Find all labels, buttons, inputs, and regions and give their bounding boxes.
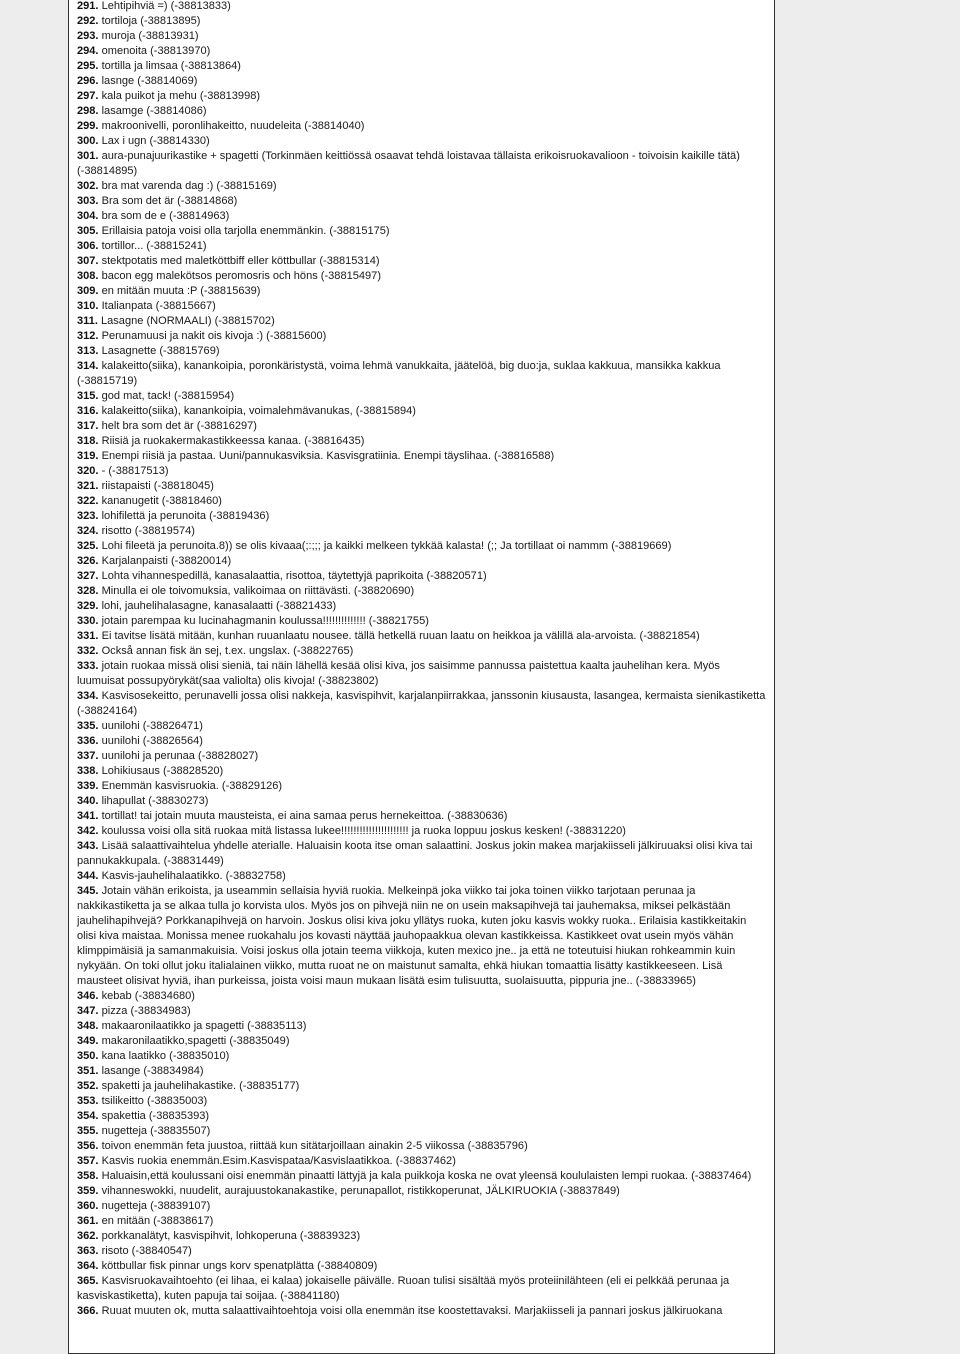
entry-text: Perunamuusi ja nakit ois kivoja :) (-38815600) — [101, 330, 327, 342]
list-item — [77, 1019, 768, 1034]
entry-text: kananugetit (-38818460) — [101, 495, 222, 507]
entry-text: omenoita (-38813970) — [101, 45, 211, 57]
entry-text: en mitään muuta :P (-38815639) — [101, 285, 261, 297]
list-item — [77, 209, 768, 224]
entry-text: risoto (-38840547) — [101, 1245, 192, 1257]
entry-text: Också annan fisk än sej, t.ex. ungslax. (-38822765) — [101, 645, 354, 657]
list-item — [77, 524, 768, 539]
entry-text: vihanneswokki, nuudelit, aurajuustokanakastike, perunapallot, ristikkoperunat, JÄLKIRUOKIA (-38837849) — [101, 1185, 620, 1197]
list-item — [77, 1139, 768, 1154]
list-item — [77, 1214, 768, 1229]
entry-number: 320. — [77, 465, 99, 477]
list-item — [77, 614, 768, 629]
list-item — [77, 329, 768, 344]
list-item — [77, 1034, 768, 1049]
entry-text: makaronilaatikko,spagetti (-38835049) — [101, 1035, 290, 1047]
entry-number: 328. — [77, 585, 99, 597]
list-item — [77, 1199, 768, 1214]
list-item — [77, 839, 768, 869]
entry-text: Italianpata (-38815667) — [101, 300, 216, 312]
entry-number: 304. — [77, 210, 99, 222]
entry-number: 296. — [77, 75, 99, 87]
entry-text: kalakeitto(siika), kanankoipia, voimalehmävanukas, (-38815894) — [101, 405, 416, 417]
entry-text: - (-38817513) — [101, 465, 169, 477]
entry-number: 349. — [77, 1035, 99, 1047]
entry-number: 301. — [77, 150, 99, 162]
entry-number: 357. — [77, 1155, 99, 1167]
entry-number: 302. — [77, 180, 99, 192]
list-item — [77, 539, 768, 554]
list-item — [77, 809, 768, 824]
entry-text: Karjalanpaisti (-38820014) — [101, 555, 232, 567]
list-item — [77, 449, 768, 464]
list-item — [77, 299, 768, 314]
entry-text: bra som de e (-38814963) — [101, 210, 230, 222]
list-item — [77, 479, 768, 494]
entry-text: Erillaisia patoja voisi olla tarjolla enemmänkin. (-38815175) — [101, 225, 390, 237]
list-item — [77, 464, 768, 479]
entry-text: Lasagnette (-38815769) — [101, 345, 220, 357]
entry-text: uunilohi ja perunaa (-38828027) — [101, 750, 259, 762]
entry-number: 347. — [77, 1005, 99, 1017]
entry-text: Kasvisosekeitto, perunavelli jossa olisi nakkeja, kasvispihvit, karjalanpiirrakkaa, janssonin kiusausta, lasangea, kermaista sienikastiketta (-38824164) — [77, 690, 766, 717]
entry-text: Lohikiusaus (-38828520) — [101, 765, 224, 777]
list-item — [77, 884, 768, 989]
entry-number: 334. — [77, 690, 99, 702]
entry-text: stektpotatis med maletköttbiff eller köttbullar (-38815314) — [101, 255, 380, 267]
entry-text: lasamge (-38814086) — [101, 105, 207, 117]
entry-number: 329. — [77, 600, 99, 612]
entry-number: 312. — [77, 330, 99, 342]
entry-number: 315. — [77, 390, 99, 402]
entry-text: tortillor... (-38815241) — [101, 240, 207, 252]
list-item — [77, 1004, 768, 1019]
list-item — [77, 644, 768, 659]
entry-number: 291. — [77, 0, 99, 12]
document-page — [68, 0, 775, 1354]
entry-number: 340. — [77, 795, 99, 807]
entry-number: 336. — [77, 735, 99, 747]
entry-number: 310. — [77, 300, 99, 312]
entry-text: lohifilettä ja perunoita (-38819436) — [101, 510, 270, 522]
entry-number: 341. — [77, 810, 99, 822]
list-item — [77, 434, 768, 449]
entry-number: 326. — [77, 555, 99, 567]
entry-number: 331. — [77, 630, 99, 642]
list-item — [77, 134, 768, 149]
entry-number: 333. — [77, 660, 99, 672]
entry-number: 299. — [77, 120, 99, 132]
list-item — [77, 224, 768, 239]
entry-number: 305. — [77, 225, 99, 237]
list-item — [77, 869, 768, 884]
entry-text: Lax i ugn (-38814330) — [101, 135, 210, 147]
entry-text: Enemmän kasvisruokia. (-38829126) — [101, 780, 283, 792]
list-item — [77, 689, 768, 719]
entry-text: Bra som det är (-38814868) — [101, 195, 238, 207]
entry-text: en mitään (-38838617) — [101, 1215, 214, 1227]
list-item — [77, 1154, 768, 1169]
entry-number: 366. — [77, 1305, 99, 1317]
entry-text: porkkanalätyt, kasvispihvit, lohkoperuna (-38839323) — [101, 1230, 361, 1242]
list-item — [77, 719, 768, 734]
list-item — [77, 1079, 768, 1094]
list-item — [77, 659, 768, 689]
list-item — [77, 179, 768, 194]
entry-text: Lohi fileetä ja perunoita.8)) se olis kivaaa(;:;;; ja kaikki melkeen tykkää kalasta! (;; Ja tortillaat oi nammm (-38819669) — [101, 540, 672, 552]
list-item — [77, 404, 768, 419]
entry-text: nugetteja (-38835507) — [101, 1125, 211, 1137]
list-item — [77, 989, 768, 1004]
entry-number: 313. — [77, 345, 99, 357]
entry-number: 353. — [77, 1095, 99, 1107]
entry-text: Jotain vähän erikoista, ja useammin sellaisia hyviä ruokia. Melkeinpä joka viikko tai joka toinen viikko tarjotaan perunaa ja nakkikastiketta ja se alkaa tulla jo korvista ulos. Myös jos on pihvejä niin ne on usein maksapihvejä tai jauhemaksa, miksei pelkästään jauhelihapihvejä? Porkkanapihvejä on harvoin. Joskus olisi kiva joku yllätys ruoka, kuten joku kasvis wokky ruoka.. Erilaisia kastikkeitakin olisi kiva maistaa. Monissa menee ruokahalu jos kovasti näyttää jauhopaakkua olevan kastikkeissa. Kastikkeet ovat usein myös vähän klimppimäisiä ja samanmakuisia. Voisi joskus olla jotain teema viikkoja, kuten mexico jne.. ja että ne toteutuisi hiukan rohkeammin kuin nykyään. On toki ollut joku italialainen viikko, mutta ruoat ne on maistunut samalta, ehkä hiukan tomaattia lisätty kastikkeeseen. Lisä mausteet olisivat hyviä, ihan purkeissa, joista voisi maun mukaan lisätä esim tulisuutta, suolaisuutta, pippuria jne.. (-38833965) — [77, 885, 747, 987]
list-item — [77, 14, 768, 29]
entry-text: Lasagne (NORMAALI) (-38815702) — [100, 315, 275, 327]
entry-text: lasange (-38834984) — [101, 1065, 204, 1077]
entry-number: 351. — [77, 1065, 99, 1077]
entry-text: lohi, jauhelihalasagne, kanasalaatti (-38821433) — [101, 600, 337, 612]
entry-number: 327. — [77, 570, 99, 582]
entry-number: 316. — [77, 405, 99, 417]
entry-number: 356. — [77, 1140, 99, 1152]
entry-text: spakettia (-38835393) — [101, 1110, 210, 1122]
entry-number: 319. — [77, 450, 99, 462]
list-item — [77, 29, 768, 44]
entry-text: Ruuat muuten ok, mutta salaattivaihtoehtoja voisi olla enemmän itse koostettavaksi. Marjakiisseli ja pannari joskus jälkiruokana — [101, 1305, 723, 1317]
list-item — [77, 1064, 768, 1079]
entry-number: 307. — [77, 255, 99, 267]
list-item — [77, 104, 768, 119]
entry-text: risotto (-38819574) — [101, 525, 195, 537]
entry-number: 309. — [77, 285, 99, 297]
list-item — [77, 254, 768, 269]
entry-text: uunilohi (-38826471) — [101, 720, 203, 732]
entry-text: tortiloja (-38813895) — [101, 15, 201, 27]
entry-number: 364. — [77, 1260, 99, 1272]
entry-number: 335. — [77, 720, 99, 732]
entry-number: 297. — [77, 90, 99, 102]
entry-text: spaketti ja jauhelihakastike. (-38835177) — [101, 1080, 300, 1092]
entry-number: 346. — [77, 990, 99, 1002]
entry-text: jotain parempaa ku lucinahagmanin koulussa!!!!!!!!!!!!!! (-38821755) — [101, 615, 429, 627]
list-item — [77, 1109, 768, 1124]
entry-number: 292. — [77, 15, 99, 27]
entry-number: 359. — [77, 1185, 99, 1197]
list-item — [77, 1229, 768, 1244]
entry-text: Kasvis-jauhelihalaatikko. (-38832758) — [101, 870, 286, 882]
list-item — [77, 794, 768, 809]
list-item — [77, 284, 768, 299]
entry-text: kala puikot ja mehu (-38813998) — [101, 90, 261, 102]
entry-text: lasnge (-38814069) — [101, 75, 198, 87]
entry-text: Lisää salaattivaihtelua yhdelle aterialle. Haluaisin koota itse oman salaattini. Joskus jokin makea marjakiisseli jälkiruuaksi olisi kiva tai pannukakkupala. (-38831449) — [77, 840, 753, 867]
entry-text: tortillat! tai jotain muuta mausteista, ei aina samaa perus hernekeittoa. (-38830636) — [101, 810, 508, 822]
list-item — [77, 1184, 768, 1199]
entry-text: makaaronilaatikko ja spagetti (-38835113) — [101, 1020, 307, 1032]
entry-text: nugetteja (-38839107) — [101, 1200, 211, 1212]
list-item — [77, 569, 768, 584]
entry-number: 322. — [77, 495, 99, 507]
list-item — [77, 1244, 768, 1259]
list-item — [77, 1304, 768, 1319]
list-item — [77, 359, 768, 389]
list-item — [77, 344, 768, 359]
list-item — [77, 749, 768, 764]
list-item — [77, 74, 768, 89]
entry-text: bacon egg malekötsos peromosris och höns (-38815497) — [101, 270, 381, 282]
entry-number: 300. — [77, 135, 99, 147]
entry-number: 352. — [77, 1080, 99, 1092]
entry-number: 293. — [77, 30, 99, 42]
list-item — [77, 1094, 768, 1109]
list-item — [77, 1274, 768, 1304]
entry-text: Kasvis ruokia enemmän.Esim.Kasvispataa/Kasvislaatikkoa. (-38837462) — [101, 1155, 456, 1167]
entry-text: lihapullat (-38830273) — [101, 795, 209, 807]
entry-number: 348. — [77, 1020, 99, 1032]
list-item — [77, 239, 768, 254]
entry-text: aura-punajuurikastike + spagetti (Torkinmäen keittiössä osaavat tehdä loistavaa tällaista erikoisruokavalioon - toivoisin kaikille tätä) (-38814895) — [77, 150, 740, 177]
entry-number: 311. — [77, 315, 98, 327]
list-item — [77, 734, 768, 749]
entry-number: 303. — [77, 195, 99, 207]
entry-number: 294. — [77, 45, 99, 57]
entry-number: 358. — [77, 1170, 99, 1182]
entry-number: 317. — [77, 420, 99, 432]
entry-text: makroonivelli, poronlihakeitto, nuudeleita (-38814040) — [101, 120, 365, 132]
entry-number: 343. — [77, 840, 99, 852]
list-item — [77, 584, 768, 599]
entry-number: 355. — [77, 1125, 99, 1137]
entry-text: kana laatikko (-38835010) — [101, 1050, 230, 1062]
entry-number: 365. — [77, 1275, 99, 1287]
entry-text: tsilikeitto (-38835003) — [101, 1095, 208, 1107]
list-item — [77, 59, 768, 74]
entry-number: 345. — [77, 885, 99, 897]
list-item — [77, 764, 768, 779]
entry-number: 363. — [77, 1245, 99, 1257]
entry-number: 342. — [77, 825, 99, 837]
entry-number: 324. — [77, 525, 99, 537]
list-item — [77, 269, 768, 284]
entry-text: Ei tavitse lisätä mitään, kunhan ruuanlaatu nousee. tällä hetkellä ruuan laatu on heikkoa ja välillä ala-arvoista. (-38821854) — [101, 630, 700, 642]
list-item — [77, 389, 768, 404]
list-item — [77, 314, 768, 329]
list-item — [77, 554, 768, 569]
entry-text: Haluaisin,että koulussani oisi enemmän pinaatti lättyjä ja kala puikkoja koska ne ovat yleensä koululaisten lempi ruokaa. (-38837464) — [101, 1170, 752, 1182]
response-list — [69, 0, 774, 1319]
list-item — [77, 629, 768, 644]
entry-number: 362. — [77, 1230, 99, 1242]
entry-text: riistapaisti (-38818045) — [101, 480, 214, 492]
entry-text: muroja (-38813931) — [101, 30, 199, 42]
entry-number: 360. — [77, 1200, 99, 1212]
entry-text: koulussa voisi olla sitä ruokaa mitä listassa lukee!!!!!!!!!!!!!!!!!!!!!! ja ruoka loppuu joskus kesken! (-38831220) — [101, 825, 626, 837]
entry-number: 361. — [77, 1215, 99, 1227]
list-item — [77, 1169, 768, 1184]
entry-number: 321. — [77, 480, 99, 492]
list-item — [77, 194, 768, 209]
entry-text: kebab (-38834680) — [101, 990, 195, 1002]
entry-text: toivon enemmän feta juustoa, riittää kun sitätarjoillaan ainakin 2-5 viikossa (-38835796) — [101, 1140, 528, 1152]
entry-number: 295. — [77, 60, 99, 72]
list-item — [77, 779, 768, 794]
entry-number: 332. — [77, 645, 99, 657]
entry-text: Lehtipihviä =) (-38813833) — [101, 0, 231, 12]
list-item — [77, 149, 768, 179]
list-item — [77, 89, 768, 104]
entry-text: Riisiä ja ruokakermakastikkeessa kanaa. (-38816435) — [101, 435, 365, 447]
entry-number: 325. — [77, 540, 99, 552]
list-item — [77, 44, 768, 59]
entry-text: Minulla ei ole toivomuksia, valikoimaa on riittävästi. (-38820690) — [101, 585, 415, 597]
entry-text: Enempi riisiä ja pastaa. Uuni/pannukasviksia. Kasvisgratiinia. Enempi täyslihaa. (-38816588) — [101, 450, 555, 462]
entry-number: 330. — [77, 615, 99, 627]
entry-number: 354. — [77, 1110, 99, 1122]
entry-text: tortilla ja limsaa (-38813864) — [101, 60, 241, 72]
entry-number: 338. — [77, 765, 99, 777]
entry-text: jotain ruokaa missä olisi sieniä, tai näin lähellä kesää olisi kiva, jos saisimme pannussa paistettua kaalta jauhelihan kera. Myös luumuisat possupyörykät(saa valiolta) olis kivoja! (-38823802) — [77, 660, 720, 687]
list-item — [77, 119, 768, 134]
list-item — [77, 1124, 768, 1139]
list-item — [77, 599, 768, 614]
list-item — [77, 509, 768, 524]
list-item — [77, 1049, 768, 1064]
entry-text: helt bra som det är (-38816297) — [101, 420, 257, 432]
entry-number: 306. — [77, 240, 99, 252]
entry-number: 337. — [77, 750, 99, 762]
entry-text: kalakeitto(siika), kanankoipia, poronkäristystä, voima lehmä vanukkaita, jäätelöä, big duo:ja, suklaa kakkuua, mansikka kakkua (-38815719) — [77, 360, 721, 387]
entry-number: 339. — [77, 780, 99, 792]
list-item — [77, 1259, 768, 1274]
entry-number: 308. — [77, 270, 99, 282]
entry-text: god mat, tack! (-38815954) — [101, 390, 235, 402]
list-item — [77, 494, 768, 509]
entry-number: 344. — [77, 870, 99, 882]
entry-text: uunilohi (-38826564) — [101, 735, 203, 747]
entry-text: Kasvisruokavaihtoehto (ei lihaa, ei kalaa) jokaiselle päivälle. Ruoan tulisi sisältää myös proteiinilähteen (eli ei pelkkää perunaa ja kasviskastiketta), kuten papuja tai soijaa. (-38841180) — [77, 1275, 730, 1302]
entry-number: 318. — [77, 435, 99, 447]
entry-number: 298. — [77, 105, 99, 117]
entry-text: köttbullar fisk pinnar ungs korv spenatplätta (-38840809) — [101, 1260, 378, 1272]
entry-text: pizza (-38834983) — [101, 1005, 191, 1017]
entry-text: Lohta vihannespedillä, kanasalaattia, risottoa, täytettyjä paprikoita (-38820571) — [101, 570, 487, 582]
list-item — [77, 824, 768, 839]
list-item — [77, 0, 768, 14]
entry-text: bra mat varenda dag :) (-38815169) — [101, 180, 277, 192]
list-item — [77, 419, 768, 434]
entry-number: 323. — [77, 510, 99, 522]
entry-number: 350. — [77, 1050, 99, 1062]
entry-number: 314. — [77, 360, 99, 372]
